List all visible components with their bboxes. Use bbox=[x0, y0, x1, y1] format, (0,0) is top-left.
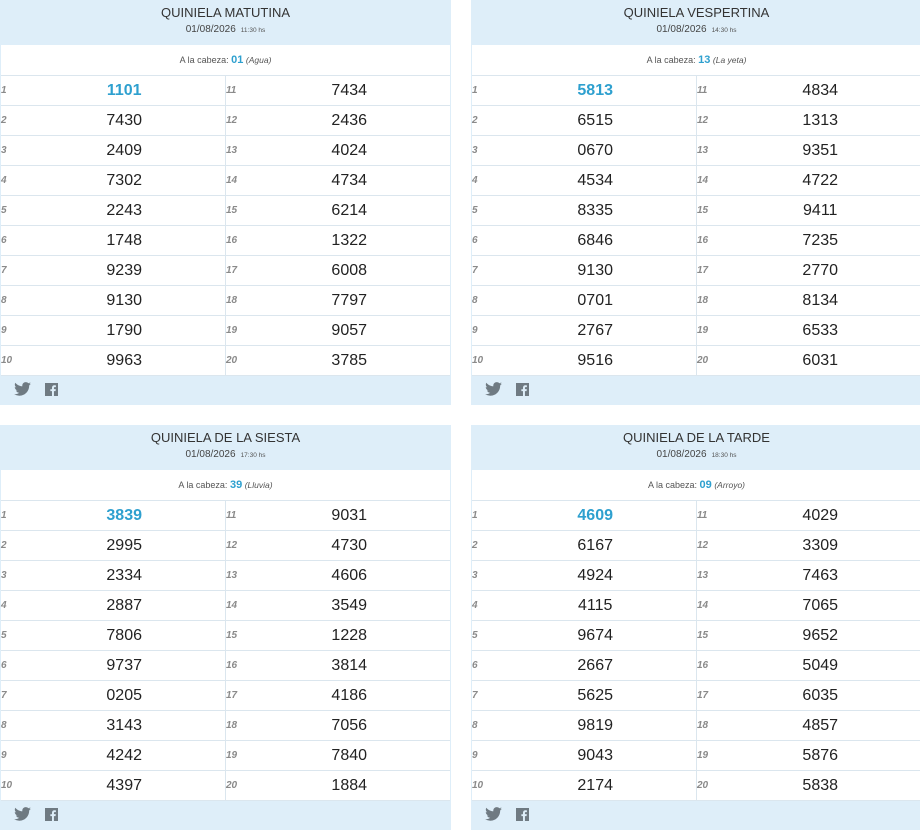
twitter-bird-icon[interactable] bbox=[485, 382, 502, 401]
result-number: 1790 bbox=[23, 316, 225, 346]
position-number: 20 bbox=[696, 346, 719, 376]
position-number: 3 bbox=[1, 561, 23, 591]
result-number: 2887 bbox=[23, 591, 225, 621]
position-number: 4 bbox=[472, 591, 494, 621]
position-number: 12 bbox=[696, 531, 719, 561]
result-number: 9031 bbox=[248, 501, 450, 531]
result-number: 9819 bbox=[494, 711, 696, 741]
table-row bbox=[1, 166, 450, 196]
result-number: 4397 bbox=[23, 771, 225, 801]
cabeza-label: A la cabeza: bbox=[179, 55, 229, 65]
result-number: 7430 bbox=[23, 106, 225, 136]
position-number: 17 bbox=[225, 256, 248, 286]
position-number: 10 bbox=[472, 346, 494, 376]
cabeza-label: A la cabeza: bbox=[646, 55, 696, 65]
position-number: 20 bbox=[696, 771, 719, 801]
result-number: 2409 bbox=[23, 136, 225, 166]
result-number: 6515 bbox=[494, 106, 696, 136]
position-number: 2 bbox=[1, 531, 23, 561]
result-number: 6035 bbox=[719, 681, 920, 711]
result-number: 1101 bbox=[23, 76, 225, 106]
position-number: 4 bbox=[1, 591, 23, 621]
position-number: 10 bbox=[472, 771, 494, 801]
position-number: 7 bbox=[472, 256, 494, 286]
result-number: 9239 bbox=[23, 256, 225, 286]
results-table bbox=[472, 76, 920, 376]
panel-title: QUINIELA MATUTINA bbox=[160, 5, 291, 20]
panel-date-line bbox=[0, 23, 451, 38]
result-number: 5813 bbox=[494, 76, 696, 106]
cabeza-name: (Arroyo) bbox=[714, 480, 746, 490]
position-number: 19 bbox=[696, 316, 719, 346]
result-number: 9130 bbox=[494, 256, 696, 286]
panel-date: 01/08/2026 bbox=[656, 449, 707, 460]
position-number: 6 bbox=[1, 651, 23, 681]
result-number: 4024 bbox=[248, 136, 450, 166]
table-row bbox=[1, 771, 450, 801]
table-row bbox=[1, 76, 450, 106]
position-number: 15 bbox=[696, 621, 719, 651]
result-number: 7797 bbox=[248, 286, 450, 316]
panel-time: 11:30 hs bbox=[240, 27, 266, 34]
panel-header bbox=[471, 0, 920, 45]
cabeza-label: A la cabeza: bbox=[178, 480, 228, 490]
table-row bbox=[472, 286, 920, 316]
result-number: 7302 bbox=[23, 166, 225, 196]
results-table bbox=[472, 501, 920, 801]
panel-header bbox=[0, 425, 451, 470]
panel-title: QUINIELA VESPERTINA bbox=[623, 5, 770, 20]
panel-footer bbox=[471, 801, 920, 827]
table-row bbox=[1, 621, 450, 651]
position-number: 6 bbox=[472, 226, 494, 256]
result-number: 2243 bbox=[23, 196, 225, 226]
result-number: 7056 bbox=[248, 711, 450, 741]
cabeza-number: 39 bbox=[229, 479, 243, 491]
result-number: 7463 bbox=[719, 561, 920, 591]
position-number: 9 bbox=[472, 316, 494, 346]
result-number: 9652 bbox=[719, 621, 920, 651]
position-number: 5 bbox=[472, 621, 494, 651]
result-number: 4834 bbox=[719, 76, 920, 106]
result-number: 6846 bbox=[494, 226, 696, 256]
result-number: 4722 bbox=[719, 166, 920, 196]
position-number: 6 bbox=[1, 226, 23, 256]
panel-date-line bbox=[471, 23, 920, 38]
position-number: 13 bbox=[696, 136, 719, 166]
table-row bbox=[472, 501, 920, 531]
result-number: 5876 bbox=[719, 741, 920, 771]
position-number: 2 bbox=[472, 106, 494, 136]
table-row bbox=[472, 256, 920, 286]
position-number: 19 bbox=[696, 741, 719, 771]
result-number: 2667 bbox=[494, 651, 696, 681]
table-row bbox=[1, 286, 450, 316]
panel-date: 01/08/2026 bbox=[185, 449, 236, 460]
twitter-bird-icon[interactable] bbox=[14, 807, 31, 826]
result-number: 4734 bbox=[248, 166, 450, 196]
position-number: 8 bbox=[472, 711, 494, 741]
result-number: 3814 bbox=[248, 651, 450, 681]
result-number: 9674 bbox=[494, 621, 696, 651]
table-row bbox=[472, 226, 920, 256]
panel-footer bbox=[471, 376, 920, 402]
facebook-icon[interactable] bbox=[516, 383, 529, 401]
table-row bbox=[472, 771, 920, 801]
table-row bbox=[1, 711, 450, 741]
panel-title: QUINIELA DE LA SIESTA bbox=[150, 430, 301, 445]
position-number: 1 bbox=[1, 76, 23, 106]
position-number: 11 bbox=[696, 76, 719, 106]
result-number: 4186 bbox=[248, 681, 450, 711]
result-number: 4606 bbox=[248, 561, 450, 591]
panel-title: QUINIELA DE LA TARDE bbox=[623, 430, 770, 445]
cabeza-number: 01 bbox=[231, 54, 244, 66]
cabeza-row bbox=[1, 470, 450, 501]
result-number: 7434 bbox=[248, 76, 450, 106]
position-number: 8 bbox=[1, 711, 23, 741]
result-number: 9043 bbox=[494, 741, 696, 771]
panel-footer bbox=[0, 376, 451, 402]
table-row bbox=[1, 591, 450, 621]
table-row bbox=[472, 136, 920, 166]
result-number: 4857 bbox=[719, 711, 920, 741]
result-number: 4534 bbox=[494, 166, 696, 196]
result-number: 2174 bbox=[494, 771, 696, 801]
result-number: 2995 bbox=[23, 531, 225, 561]
position-number: 7 bbox=[1, 256, 23, 286]
table-row bbox=[1, 196, 450, 226]
result-number: 7065 bbox=[719, 591, 920, 621]
position-number: 3 bbox=[1, 136, 23, 166]
result-number: 7235 bbox=[719, 226, 920, 256]
result-number: 1322 bbox=[248, 226, 450, 256]
cabeza-number: 13 bbox=[698, 54, 711, 66]
table-row bbox=[472, 166, 920, 196]
position-number: 12 bbox=[225, 531, 248, 561]
position-number: 3 bbox=[472, 136, 494, 166]
table-row bbox=[1, 346, 450, 376]
position-number: 9 bbox=[1, 741, 23, 771]
panel-quiniela-de-la-tarde bbox=[471, 425, 920, 830]
results-table bbox=[1, 501, 450, 801]
table-row bbox=[1, 106, 450, 136]
result-number: 6031 bbox=[719, 346, 920, 376]
position-number: 9 bbox=[472, 741, 494, 771]
table-row bbox=[472, 591, 920, 621]
result-number: 4115 bbox=[494, 591, 696, 621]
position-number: 20 bbox=[225, 346, 248, 376]
table-row bbox=[472, 196, 920, 226]
result-number: 4609 bbox=[494, 501, 696, 531]
position-number: 13 bbox=[225, 136, 248, 166]
position-number: 16 bbox=[225, 226, 248, 256]
facebook-icon[interactable] bbox=[45, 383, 58, 401]
table-row bbox=[472, 346, 920, 376]
panel-footer bbox=[0, 801, 451, 827]
position-number: 13 bbox=[225, 561, 248, 591]
table-row bbox=[1, 136, 450, 166]
position-number: 4 bbox=[472, 166, 494, 196]
facebook-icon[interactable] bbox=[45, 808, 58, 826]
position-number: 3 bbox=[472, 561, 494, 591]
result-number: 3309 bbox=[719, 531, 920, 561]
table-row bbox=[472, 106, 920, 136]
result-number: 4242 bbox=[23, 741, 225, 771]
result-number: 3785 bbox=[248, 346, 450, 376]
position-number: 1 bbox=[472, 76, 494, 106]
result-number: 1228 bbox=[248, 621, 450, 651]
result-number: 5625 bbox=[494, 681, 696, 711]
cabeza-row bbox=[1, 45, 450, 76]
position-number: 17 bbox=[696, 681, 719, 711]
result-number: 6533 bbox=[719, 316, 920, 346]
position-number: 12 bbox=[696, 106, 719, 136]
position-number: 5 bbox=[1, 621, 23, 651]
table-row bbox=[1, 316, 450, 346]
position-number: 13 bbox=[696, 561, 719, 591]
facebook-icon[interactable] bbox=[516, 808, 529, 826]
table-row bbox=[472, 711, 920, 741]
result-number: 5838 bbox=[719, 771, 920, 801]
position-number: 20 bbox=[225, 771, 248, 801]
result-number: 7840 bbox=[248, 741, 450, 771]
result-number: 0701 bbox=[494, 286, 696, 316]
panel-header bbox=[471, 425, 920, 470]
result-number: 2436 bbox=[248, 106, 450, 136]
panel-header bbox=[0, 0, 451, 45]
position-number: 14 bbox=[696, 591, 719, 621]
table-row bbox=[1, 561, 450, 591]
position-number: 1 bbox=[472, 501, 494, 531]
position-number: 7 bbox=[1, 681, 23, 711]
position-number: 14 bbox=[225, 166, 248, 196]
panel-quiniela-vespertina bbox=[471, 0, 920, 405]
position-number: 19 bbox=[225, 741, 248, 771]
result-number: 9351 bbox=[719, 136, 920, 166]
position-number: 12 bbox=[225, 106, 248, 136]
position-number: 11 bbox=[225, 501, 248, 531]
result-number: 5049 bbox=[719, 651, 920, 681]
result-number: 4730 bbox=[248, 531, 450, 561]
cabeza-name: (Lluvia) bbox=[244, 480, 273, 490]
table-row bbox=[1, 741, 450, 771]
twitter-bird-icon[interactable] bbox=[14, 382, 31, 401]
position-number: 18 bbox=[225, 711, 248, 741]
position-number: 2 bbox=[472, 531, 494, 561]
result-number: 6008 bbox=[248, 256, 450, 286]
position-number: 5 bbox=[1, 196, 23, 226]
position-number: 19 bbox=[225, 316, 248, 346]
result-number: 9963 bbox=[23, 346, 225, 376]
result-number: 1884 bbox=[248, 771, 450, 801]
panel-date-line bbox=[471, 448, 920, 463]
position-number: 14 bbox=[225, 591, 248, 621]
position-number: 10 bbox=[1, 346, 23, 376]
panel-time: 14:30 hs bbox=[711, 27, 737, 34]
position-number: 14 bbox=[696, 166, 719, 196]
cabeza-row bbox=[472, 470, 920, 501]
result-number: 7806 bbox=[23, 621, 225, 651]
table-row bbox=[1, 256, 450, 286]
position-number: 16 bbox=[225, 651, 248, 681]
position-number: 11 bbox=[696, 501, 719, 531]
result-number: 1748 bbox=[23, 226, 225, 256]
result-number: 8134 bbox=[719, 286, 920, 316]
position-number: 18 bbox=[696, 286, 719, 316]
results-table bbox=[1, 76, 450, 376]
table-row bbox=[472, 741, 920, 771]
position-number: 5 bbox=[472, 196, 494, 226]
table-row bbox=[1, 651, 450, 681]
position-number: 16 bbox=[696, 651, 719, 681]
table-row bbox=[472, 681, 920, 711]
cabeza-name: (La yeta) bbox=[712, 55, 747, 65]
result-number: 1313 bbox=[719, 106, 920, 136]
result-number: 4029 bbox=[719, 501, 920, 531]
result-number: 9130 bbox=[23, 286, 225, 316]
position-number: 15 bbox=[225, 196, 248, 226]
position-number: 8 bbox=[1, 286, 23, 316]
result-number: 3143 bbox=[23, 711, 225, 741]
cabeza-label: A la cabeza: bbox=[647, 480, 698, 490]
table-row bbox=[472, 621, 920, 651]
table-row bbox=[472, 561, 920, 591]
panel-time: 18:30 hs bbox=[711, 452, 737, 459]
result-number: 9516 bbox=[494, 346, 696, 376]
result-number: 9737 bbox=[23, 651, 225, 681]
table-row bbox=[472, 76, 920, 106]
position-number: 18 bbox=[696, 711, 719, 741]
position-number: 17 bbox=[225, 681, 248, 711]
position-number: 8 bbox=[472, 286, 494, 316]
result-number: 2334 bbox=[23, 561, 225, 591]
table-row bbox=[472, 316, 920, 346]
result-number: 3839 bbox=[23, 501, 225, 531]
position-number: 15 bbox=[696, 196, 719, 226]
result-number: 8335 bbox=[494, 196, 696, 226]
result-number: 9411 bbox=[719, 196, 920, 226]
twitter-bird-icon[interactable] bbox=[485, 807, 502, 826]
table-row bbox=[1, 501, 450, 531]
cabeza-name: (Agua) bbox=[245, 55, 272, 65]
table-row bbox=[1, 681, 450, 711]
position-number: 6 bbox=[472, 651, 494, 681]
result-number: 0205 bbox=[23, 681, 225, 711]
position-number: 7 bbox=[472, 681, 494, 711]
position-number: 9 bbox=[1, 316, 23, 346]
position-number: 18 bbox=[225, 286, 248, 316]
cabeza-number: 09 bbox=[699, 479, 712, 491]
position-number: 2 bbox=[1, 106, 23, 136]
panel-quiniela-matutina bbox=[0, 0, 451, 405]
panel-date: 01/08/2026 bbox=[185, 24, 236, 35]
result-number: 4924 bbox=[494, 561, 696, 591]
result-number: 6167 bbox=[494, 531, 696, 561]
position-number: 1 bbox=[1, 501, 23, 531]
cabeza-row bbox=[472, 45, 920, 76]
position-number: 10 bbox=[1, 771, 23, 801]
result-number: 6214 bbox=[248, 196, 450, 226]
panel-date: 01/08/2026 bbox=[656, 24, 707, 35]
result-number: 3549 bbox=[248, 591, 450, 621]
position-number: 17 bbox=[696, 256, 719, 286]
table-row bbox=[472, 651, 920, 681]
result-number: 9057 bbox=[248, 316, 450, 346]
table-row bbox=[472, 531, 920, 561]
position-number: 15 bbox=[225, 621, 248, 651]
position-number: 4 bbox=[1, 166, 23, 196]
position-number: 16 bbox=[696, 226, 719, 256]
result-number: 2767 bbox=[494, 316, 696, 346]
result-number: 2770 bbox=[719, 256, 920, 286]
panel-quiniela-de-la-siesta bbox=[0, 425, 451, 830]
panel-date-line bbox=[0, 448, 451, 463]
panel-time: 17:30 hs bbox=[240, 452, 266, 459]
table-row bbox=[1, 226, 450, 256]
table-row bbox=[1, 531, 450, 561]
position-number: 11 bbox=[225, 76, 248, 106]
result-number: 0670 bbox=[494, 136, 696, 166]
